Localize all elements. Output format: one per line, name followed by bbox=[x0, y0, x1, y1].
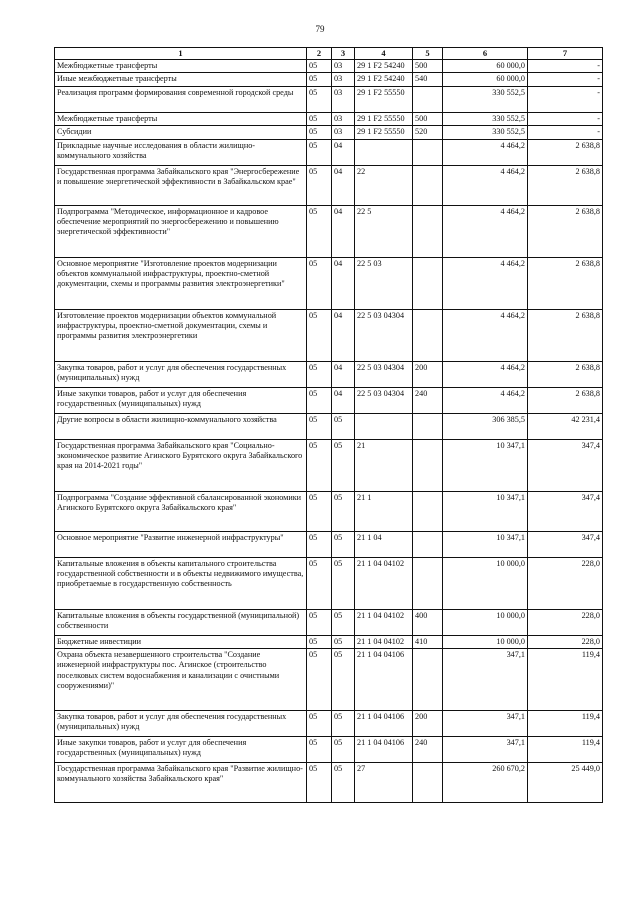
row-amount-col7: 119,4 bbox=[528, 737, 603, 763]
row-name: Субсидии bbox=[55, 126, 307, 139]
table-row bbox=[55, 609, 603, 635]
row-name: Основное мероприятие "Развитие инженерной инфраструктуры" bbox=[55, 531, 307, 557]
table-row bbox=[55, 491, 603, 531]
header-col-3: 3 bbox=[332, 48, 355, 60]
header-col-2: 2 bbox=[307, 48, 332, 60]
table-row bbox=[55, 60, 603, 73]
row-target-article: 22 5 bbox=[355, 205, 413, 257]
row-amount-col6: 4 464,2 bbox=[443, 165, 528, 205]
row-amount-col7: 228,0 bbox=[528, 635, 603, 648]
row-target-article: 29 1 F2 55550 bbox=[355, 126, 413, 139]
row-expense-type bbox=[413, 205, 443, 257]
row-target-article: 29 1 F2 55550 bbox=[355, 86, 413, 112]
row-section: 05 bbox=[307, 557, 332, 609]
row-amount-col7: 2 638,8 bbox=[528, 387, 603, 413]
row-subsection: 05 bbox=[332, 531, 355, 557]
row-name: Государственная программа Забайкальского края "Энергосбережение и повышение энергетической эффективности в Забайкальском крае" bbox=[55, 165, 307, 205]
row-subsection: 04 bbox=[332, 139, 355, 165]
row-expense-type: 400 bbox=[413, 609, 443, 635]
row-amount-col6: 4 464,2 bbox=[443, 257, 528, 309]
row-section: 05 bbox=[307, 711, 332, 737]
row-subsection: 03 bbox=[332, 86, 355, 112]
row-subsection: 05 bbox=[332, 649, 355, 711]
row-expense-type bbox=[413, 165, 443, 205]
table-row bbox=[55, 439, 603, 491]
row-name: Подпрограмма "Методическое, информационное и кадровое обеспечение мероприятий по энергосбережению и повышению энергетической эффективности" bbox=[55, 205, 307, 257]
row-name: Другие вопросы в области жилищно-коммунального хозяйства bbox=[55, 413, 307, 439]
row-name: Подпрограмма "Создание эффективной сбалансированной экономики Агинского Бурятского округа Забайкальского края" bbox=[55, 491, 307, 531]
row-subsection: 05 bbox=[332, 413, 355, 439]
row-amount-col7: - bbox=[528, 86, 603, 112]
row-amount-col6: 330 552,5 bbox=[443, 86, 528, 112]
row-expense-type bbox=[413, 557, 443, 609]
row-amount-col6: 330 552,5 bbox=[443, 126, 528, 139]
row-target-article: 27 bbox=[355, 763, 413, 803]
table-row bbox=[55, 635, 603, 648]
table-row bbox=[55, 763, 603, 803]
row-target-article: 21 1 04 04106 bbox=[355, 711, 413, 737]
row-expense-type bbox=[413, 413, 443, 439]
row-expense-type bbox=[413, 439, 443, 491]
row-subsection: 04 bbox=[332, 257, 355, 309]
table-row bbox=[55, 165, 603, 205]
row-amount-col6: 10 347,1 bbox=[443, 491, 528, 531]
row-expense-type: 540 bbox=[413, 73, 443, 86]
table-row bbox=[55, 711, 603, 737]
table-row bbox=[55, 112, 603, 125]
row-target-article: 29 1 F2 54240 bbox=[355, 60, 413, 73]
row-subsection: 04 bbox=[332, 387, 355, 413]
row-subsection: 05 bbox=[332, 737, 355, 763]
row-section: 05 bbox=[307, 387, 332, 413]
table-row bbox=[55, 413, 603, 439]
row-section: 05 bbox=[307, 361, 332, 387]
row-target-article: 22 bbox=[355, 165, 413, 205]
row-name: Иные межбюджетные трансферты bbox=[55, 73, 307, 86]
table-row bbox=[55, 257, 603, 309]
row-expense-type: 240 bbox=[413, 737, 443, 763]
table-row bbox=[55, 309, 603, 361]
row-target-article: 21 bbox=[355, 439, 413, 491]
row-amount-col7: 347,4 bbox=[528, 531, 603, 557]
row-amount-col6: 10 000,0 bbox=[443, 557, 528, 609]
row-section: 05 bbox=[307, 139, 332, 165]
row-expense-type: 200 bbox=[413, 711, 443, 737]
row-expense-type: 240 bbox=[413, 387, 443, 413]
row-target-article: 21 1 04 bbox=[355, 531, 413, 557]
row-subsection: 04 bbox=[332, 361, 355, 387]
row-subsection: 05 bbox=[332, 557, 355, 609]
row-target-article: 22 5 03 04304 bbox=[355, 361, 413, 387]
row-amount-col6: 4 464,2 bbox=[443, 205, 528, 257]
row-section: 05 bbox=[307, 609, 332, 635]
row-amount-col7: 2 638,8 bbox=[528, 361, 603, 387]
row-expense-type bbox=[413, 86, 443, 112]
row-section: 05 bbox=[307, 439, 332, 491]
row-target-article: 29 1 F2 55550 bbox=[355, 112, 413, 125]
row-subsection: 05 bbox=[332, 439, 355, 491]
row-subsection: 03 bbox=[332, 112, 355, 125]
table-row bbox=[55, 387, 603, 413]
row-target-article: 22 5 03 04304 bbox=[355, 309, 413, 361]
row-target-article: 22 5 03 bbox=[355, 257, 413, 309]
row-section: 05 bbox=[307, 60, 332, 73]
row-name: Реализация программ формирования современной городской среды bbox=[55, 86, 307, 112]
row-amount-col6: 60 000,0 bbox=[443, 60, 528, 73]
table-row bbox=[55, 557, 603, 609]
row-expense-type bbox=[413, 491, 443, 531]
table-row bbox=[55, 361, 603, 387]
row-section: 05 bbox=[307, 205, 332, 257]
table-body bbox=[55, 60, 603, 803]
row-amount-col7: - bbox=[528, 126, 603, 139]
row-amount-col7: 2 638,8 bbox=[528, 205, 603, 257]
row-amount-col6: 10 347,1 bbox=[443, 439, 528, 491]
row-subsection: 05 bbox=[332, 609, 355, 635]
row-amount-col7: - bbox=[528, 60, 603, 73]
row-section: 05 bbox=[307, 413, 332, 439]
row-target-article: 21 1 04 04106 bbox=[355, 737, 413, 763]
header-col-5: 5 bbox=[413, 48, 443, 60]
row-name: Иные закупки товаров, работ и услуг для обеспечения государственных (муниципальных) нужд bbox=[55, 737, 307, 763]
row-amount-col7: 228,0 bbox=[528, 609, 603, 635]
row-name: Капитальные вложения в объекты государственной (муниципальной) собственности bbox=[55, 609, 307, 635]
table-row bbox=[55, 531, 603, 557]
row-section: 05 bbox=[307, 165, 332, 205]
row-target-article: 22 5 03 04304 bbox=[355, 387, 413, 413]
row-section: 05 bbox=[307, 112, 332, 125]
row-section: 05 bbox=[307, 126, 332, 139]
row-expense-type bbox=[413, 309, 443, 361]
table-row bbox=[55, 86, 603, 112]
row-subsection: 03 bbox=[332, 60, 355, 73]
row-amount-col7: 2 638,8 bbox=[528, 165, 603, 205]
row-name: Государственная программа Забайкальского края "Развитие жилищно-коммунального хозяйства Забайкальского края" bbox=[55, 763, 307, 803]
row-amount-col7: 119,4 bbox=[528, 649, 603, 711]
row-amount-col7: 2 638,8 bbox=[528, 139, 603, 165]
header-col-7: 7 bbox=[528, 48, 603, 60]
row-amount-col6: 10 347,1 bbox=[443, 531, 528, 557]
row-expense-type bbox=[413, 257, 443, 309]
row-subsection: 05 bbox=[332, 711, 355, 737]
row-subsection: 05 bbox=[332, 763, 355, 803]
row-amount-col7: 119,4 bbox=[528, 711, 603, 737]
row-amount-col6: 260 670,2 bbox=[443, 763, 528, 803]
row-expense-type bbox=[413, 649, 443, 711]
row-section: 05 bbox=[307, 73, 332, 86]
row-target-article: 21 1 bbox=[355, 491, 413, 531]
row-amount-col6: 10 000,0 bbox=[443, 609, 528, 635]
row-amount-col6: 4 464,2 bbox=[443, 387, 528, 413]
row-amount-col7: 25 449,0 bbox=[528, 763, 603, 803]
table-header-row bbox=[55, 48, 603, 60]
header-col-6: 6 bbox=[443, 48, 528, 60]
row-expense-type: 520 bbox=[413, 126, 443, 139]
row-amount-col7: 347,4 bbox=[528, 439, 603, 491]
row-amount-col6: 60 000,0 bbox=[443, 73, 528, 86]
row-section: 05 bbox=[307, 531, 332, 557]
row-expense-type bbox=[413, 763, 443, 803]
row-target-article: 21 1 04 04102 bbox=[355, 609, 413, 635]
row-amount-col6: 4 464,2 bbox=[443, 361, 528, 387]
row-amount-col6: 4 464,2 bbox=[443, 139, 528, 165]
row-subsection: 05 bbox=[332, 635, 355, 648]
row-name: Бюджетные инвестиции bbox=[55, 635, 307, 648]
row-expense-type bbox=[413, 139, 443, 165]
row-section: 05 bbox=[307, 86, 332, 112]
row-name: Капитальные вложения в объекты капитального строительства государственной собственности и в объекты недвижимого имущества, приобретаемые в государственную собственность bbox=[55, 557, 307, 609]
header-col-4: 4 bbox=[355, 48, 413, 60]
row-amount-col6: 330 552,5 bbox=[443, 112, 528, 125]
row-expense-type: 500 bbox=[413, 112, 443, 125]
row-expense-type bbox=[413, 531, 443, 557]
row-amount-col7: - bbox=[528, 73, 603, 86]
row-name: Межбюджетные трансферты bbox=[55, 60, 307, 73]
table-row bbox=[55, 649, 603, 711]
row-section: 05 bbox=[307, 491, 332, 531]
row-name: Изготовление проектов модернизации объектов коммунальной инфраструктуры, проектно-сметной документации, схемы и программы развития электроэнергетики bbox=[55, 309, 307, 361]
row-amount-col6: 347,1 bbox=[443, 737, 528, 763]
row-target-article bbox=[355, 139, 413, 165]
row-section: 05 bbox=[307, 737, 332, 763]
row-expense-type: 500 bbox=[413, 60, 443, 73]
row-name: Закупка товаров, работ и услуг для обеспечения государственных (муниципальных) нужд bbox=[55, 711, 307, 737]
row-amount-col7: 347,4 bbox=[528, 491, 603, 531]
row-name: Межбюджетные трансферты bbox=[55, 112, 307, 125]
row-subsection: 04 bbox=[332, 309, 355, 361]
row-amount-col6: 347,1 bbox=[443, 649, 528, 711]
row-name: Прикладные научные исследования в области жилищно-коммунального хозяйства bbox=[55, 139, 307, 165]
row-amount-col6: 4 464,2 bbox=[443, 309, 528, 361]
row-name: Охрана объекта незавершенного строительства "Создание инженерной инфраструктуры пос. Агинское (строительство поселковых систем водоснабжения и канализации с очистными сооружениями)" bbox=[55, 649, 307, 711]
row-name: Закупка товаров, работ и услуг для обеспечения государственных (муниципальных) нужд bbox=[55, 361, 307, 387]
row-amount-col7: 228,0 bbox=[528, 557, 603, 609]
table-row bbox=[55, 205, 603, 257]
row-amount-col7: 2 638,8 bbox=[528, 309, 603, 361]
page-number: 79 bbox=[315, 24, 325, 34]
row-expense-type: 410 bbox=[413, 635, 443, 648]
row-amount-col6: 306 385,5 bbox=[443, 413, 528, 439]
row-target-article: 29 1 F2 54240 bbox=[355, 73, 413, 86]
row-section: 05 bbox=[307, 257, 332, 309]
header-col-1: 1 bbox=[55, 48, 307, 60]
row-section: 05 bbox=[307, 763, 332, 803]
row-amount-col6: 347,1 bbox=[443, 711, 528, 737]
table-row bbox=[55, 126, 603, 139]
row-section: 05 bbox=[307, 635, 332, 648]
row-amount-col6: 10 000,0 bbox=[443, 635, 528, 648]
row-expense-type: 200 bbox=[413, 361, 443, 387]
row-subsection: 03 bbox=[332, 126, 355, 139]
row-subsection: 03 bbox=[332, 73, 355, 86]
row-section: 05 bbox=[307, 309, 332, 361]
row-amount-col7: - bbox=[528, 112, 603, 125]
row-name: Государственная программа Забайкальского края "Социально-экономическое развитие Агинского Бурятского округа Забайкальского края на 2014-2021 годы" bbox=[55, 439, 307, 491]
budget-table bbox=[54, 47, 603, 803]
row-subsection: 04 bbox=[332, 165, 355, 205]
row-target-article: 21 1 04 04102 bbox=[355, 635, 413, 648]
row-subsection: 05 bbox=[332, 491, 355, 531]
table-row bbox=[55, 139, 603, 165]
row-name: Иные закупки товаров, работ и услуг для обеспечения государственных (муниципальных) нужд bbox=[55, 387, 307, 413]
row-amount-col7: 42 231,4 bbox=[528, 413, 603, 439]
row-subsection: 04 bbox=[332, 205, 355, 257]
row-section: 05 bbox=[307, 649, 332, 711]
row-target-article: 21 1 04 04106 bbox=[355, 649, 413, 711]
row-name: Основное мероприятие "Изготовление проектов модернизации объектов коммунальной инфраструктуры, проектно-сметной документации, схемы и программы развития электроэнергетики" bbox=[55, 257, 307, 309]
row-target-article bbox=[355, 413, 413, 439]
row-target-article: 21 1 04 04102 bbox=[355, 557, 413, 609]
table-row bbox=[55, 73, 603, 86]
table-row bbox=[55, 737, 603, 763]
row-amount-col7: 2 638,8 bbox=[528, 257, 603, 309]
